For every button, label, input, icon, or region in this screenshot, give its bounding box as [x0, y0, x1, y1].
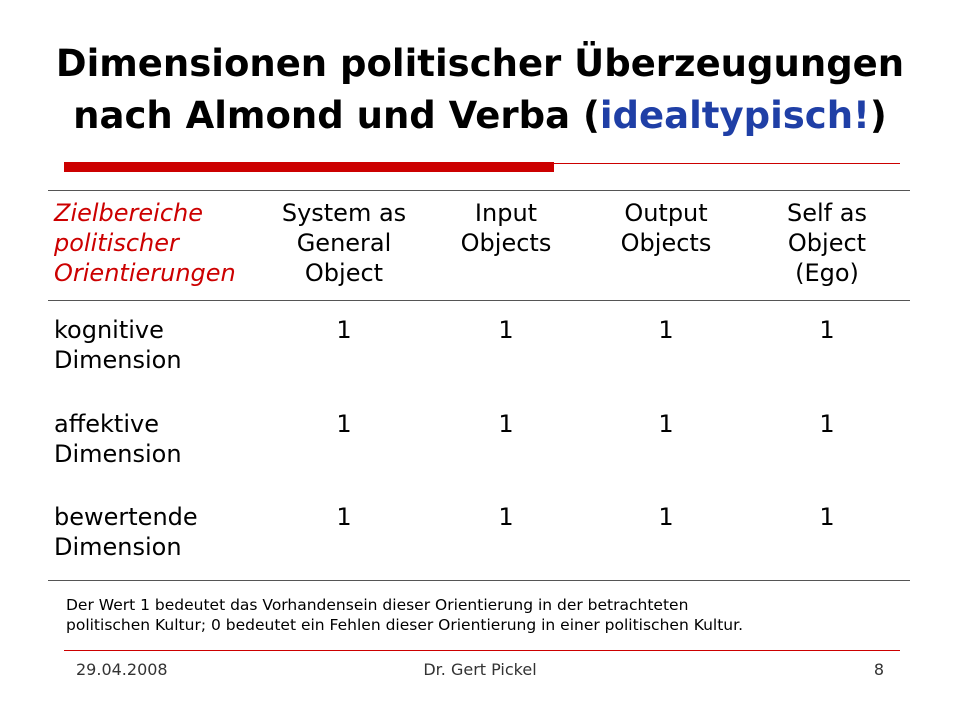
column-header-output-line-2: Objects	[620, 229, 712, 257]
cell-bewertende-self: 1	[819, 503, 835, 531]
title-line-1: Dimensionen politischer Überzeugungen	[55, 42, 905, 85]
title-underline-thin	[554, 163, 900, 164]
title-accent-idealtypisch: idealtypisch!	[599, 94, 870, 137]
cell-affektive-output: 1	[658, 410, 674, 438]
footnote-line-2: politischen Kultur; 0 bedeutet ein Fehlen dieser Orientierung in einer politischen Kultur.	[66, 616, 743, 634]
column-header-input-line-1: Input	[474, 199, 538, 227]
row-label-affektive-line-2: Dimension	[54, 440, 182, 468]
column-header-system-line-2: General	[296, 229, 392, 257]
cell-bewertende-input: 1	[498, 503, 514, 531]
column-header-self-line-1: Self as	[787, 199, 867, 227]
footer-rule	[64, 650, 900, 651]
corner-header	[54, 198, 274, 288]
cell-bewertende-output: 1	[658, 503, 674, 531]
column-header-system	[259, 198, 429, 288]
table-footnote	[66, 595, 906, 635]
cell-affektive-input: 1	[498, 410, 514, 438]
column-header-self-line-2: Object	[787, 229, 867, 257]
corner-header-line-1: Zielbereiche	[54, 199, 204, 227]
cell-kognitive-system: 1	[336, 316, 352, 344]
cell-affektive-system: 1	[336, 410, 352, 438]
row-label-affektive-line-1: affektive	[54, 410, 159, 438]
row-label-kognitive	[54, 315, 274, 375]
slide-number: 8	[873, 660, 884, 679]
column-header-input-line-2: Objects	[460, 229, 552, 257]
title-line-2-suffix: )	[869, 94, 887, 137]
row-label-affektive	[54, 409, 274, 469]
corner-header-line-2: politischer	[54, 229, 179, 257]
row-label-bewertende-line-2: Dimension	[54, 533, 182, 561]
column-header-input	[421, 198, 591, 258]
row-label-bewertende-line-1: bewertende	[54, 503, 198, 531]
cell-kognitive-input: 1	[498, 316, 514, 344]
column-header-output-line-1: Output	[624, 199, 708, 227]
footer-date: 29.04.2008	[76, 660, 168, 679]
row-label-kognitive-line-1: kognitive	[54, 316, 164, 344]
cell-kognitive-self: 1	[819, 316, 835, 344]
column-header-self-line-3: (Ego)	[795, 259, 859, 287]
footer-author: Dr. Gert Pickel	[423, 660, 537, 679]
corner-header-line-3: Orientierungen	[54, 259, 236, 287]
column-header-system-line-3: Object	[304, 259, 384, 287]
cell-kognitive-output: 1	[658, 316, 674, 344]
row-label-bewertende	[54, 502, 274, 562]
cell-bewertende-system: 1	[336, 503, 352, 531]
column-header-output	[581, 198, 751, 258]
slide-title	[0, 38, 960, 142]
table-header-rule	[48, 300, 910, 301]
title-line-2	[0, 90, 960, 142]
title-line-2-prefix: nach Almond und Verba (	[73, 94, 600, 137]
column-header-self	[742, 198, 912, 288]
footnote-line-1: Der Wert 1 bedeutet das Vorhandensein dieser Orientierung in der betrachteten	[66, 596, 689, 614]
cell-affektive-self: 1	[819, 410, 835, 438]
table-bottom-rule	[48, 580, 910, 581]
table-top-rule	[48, 190, 910, 191]
row-label-kognitive-line-2: Dimension	[54, 346, 182, 374]
title-underline-thick	[64, 162, 554, 172]
column-header-system-line-1: System as	[281, 199, 407, 227]
